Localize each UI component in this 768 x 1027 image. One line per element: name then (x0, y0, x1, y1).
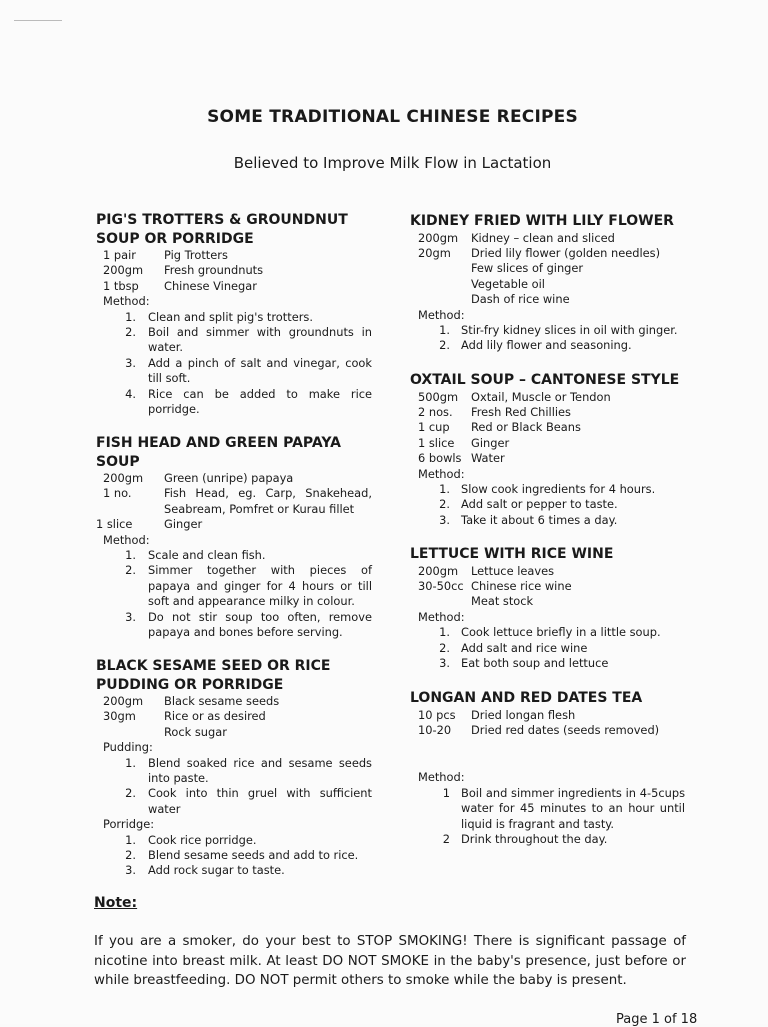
step-text: Simmer together with pieces of papaya and ginger for 4 hours or till soft and appearance milky in colour. (148, 563, 372, 609)
step-number: 3. (125, 863, 136, 878)
recipe-black-sesame (96, 657, 372, 879)
step-text: Blend sesame seeds and add to rice. (148, 848, 359, 863)
ingredient-qty: 1 no. (103, 486, 132, 501)
method-step (96, 786, 372, 817)
ingredient-name: Red or Black Beans (471, 420, 581, 435)
ingredient-qty (410, 277, 471, 292)
method-label: Method: (103, 532, 150, 547)
ingredient-row (96, 248, 372, 263)
method-step (96, 310, 372, 325)
ingredient-name: Vegetable oil (471, 276, 545, 291)
ingredient-name: Rock sugar (164, 724, 227, 739)
ingredient-row (410, 261, 685, 276)
recipe-heading: SOUP OR PORRIDGE (96, 230, 254, 247)
ingredient-row (96, 279, 372, 294)
document-subtitle: Believed to Improve Milk Flow in Lactation (233, 154, 552, 172)
recipe-heading: BLACK SESAME SEED OR RICE (96, 658, 331, 674)
step-number: 1. (125, 309, 136, 324)
method-step (96, 756, 372, 787)
ingredient-row (410, 277, 685, 292)
method-steps (410, 786, 685, 848)
method-step (96, 610, 372, 641)
step-text: Add salt and rice wine (461, 640, 588, 655)
step-number: 1. (125, 548, 136, 563)
step-text: Scale and clean fish. (148, 548, 266, 563)
method-step (410, 656, 685, 671)
recipe-kidney (410, 212, 685, 354)
method-step (410, 323, 685, 338)
recipe-pigs-trotters (96, 211, 372, 417)
ingredient-row (410, 420, 685, 435)
step-text: Cook into thin gruel with sufficient water (148, 786, 372, 816)
step-number: 1. (439, 625, 450, 640)
ingredient-qty: 1 cup (418, 420, 450, 435)
ingredient-row (410, 405, 685, 420)
ingredient-name: Ginger (164, 517, 203, 532)
ingredient-qty: 1 slice (418, 435, 455, 450)
step-text: Add salt or pepper to taste. (461, 497, 618, 512)
ingredient-name: Pig Trotters (164, 248, 228, 262)
ingredient-name: Fresh groundnuts (164, 263, 264, 278)
ingredient-row (96, 471, 372, 486)
step-number: 1. (439, 481, 450, 496)
step-text: Blend soaked rice and sesame seeds into paste. (148, 755, 372, 786)
ingredient-name: Dried longan flesh (471, 707, 576, 722)
step-number: 2. (125, 325, 136, 340)
porridge-label: Porridge: (103, 817, 155, 832)
ingredient-row (96, 709, 372, 724)
recipe-heading: SOUP (96, 453, 140, 470)
recipe-heading: LONGAN AND RED DATES TEA (410, 690, 643, 706)
step-number: 4. (125, 386, 136, 401)
method-step (96, 387, 372, 418)
step-number: 2. (125, 848, 136, 863)
ingredient-qty: 1 slice (96, 517, 133, 532)
method-step (96, 325, 372, 356)
ingredient-name: Dried lily flower (golden needles) (471, 245, 661, 260)
ingredient-row (410, 231, 685, 246)
method-step (410, 786, 685, 832)
page-number: Page 1 of 18 (616, 1012, 698, 1027)
method-step (96, 848, 372, 863)
ingredient-name: Lettuce leaves (471, 563, 555, 578)
step-number: 3. (439, 655, 450, 670)
step-number: 1. (125, 755, 136, 770)
ingredient-qty: 2 nos. (418, 404, 453, 419)
ingredient-qty: 1 tbsp (103, 278, 139, 293)
recipe-heading: PUDDING OR PORRIDGE (96, 676, 284, 693)
ingredient-qty: 30gm (103, 709, 136, 724)
ingredient-row (410, 292, 685, 307)
ingredient-name: Black sesame seeds (164, 694, 280, 708)
recipe-heading: FISH HEAD AND GREEN PAPAYA (96, 435, 342, 451)
step-text: Add lily flower and seasoning. (461, 338, 632, 353)
recipe-fish-head (96, 434, 372, 640)
method-label: Method: (418, 466, 465, 481)
note-text: If you are a smoker, do your best to STOP SMOKING! There is significant passage of nicotine into breast milk. At least DO NOT SMOKE in the baby's presence, just before or while breastfeeding. DO NOT permit others to smoke while the baby is present. (94, 934, 686, 988)
ingredient-row (410, 436, 685, 451)
scan-mark (14, 20, 62, 21)
ingredient-row (410, 564, 685, 579)
recipe-longan (410, 689, 685, 847)
ingredient-name: Chinese Vinegar (164, 278, 257, 293)
ingredient-name: Fresh Red Chillies (471, 404, 571, 419)
method-steps (410, 323, 685, 354)
ingredient-row (96, 694, 372, 709)
step-text: Boil and simmer ingredients in 4-5cups water for 45 minutes to an hour until liquid is fragrant and tasty. (461, 785, 685, 831)
ingredient-name: Oxtail, Muscle or Tendon (471, 389, 611, 404)
method-step (410, 641, 685, 656)
ingredient-name: Ginger (471, 435, 510, 450)
method-step (96, 356, 372, 387)
step-number: 3. (125, 355, 136, 370)
method-label: Method: (103, 294, 150, 309)
recipe-heading: KIDNEY FRIED WITH LILY FLOWER (410, 213, 674, 229)
step-number: 2. (125, 563, 136, 578)
ingredient-qty: 200gm (418, 230, 459, 245)
method-step (96, 548, 372, 563)
step-text: Cook rice porridge. (148, 832, 257, 847)
ingredient-name: Kidney – clean and sliced (471, 230, 615, 245)
note-heading: Note: (94, 895, 138, 911)
ingredient-row (410, 451, 685, 466)
step-text: Add rock sugar to taste. (148, 863, 285, 878)
ingredient-qty: 500gm (418, 389, 459, 404)
ingredient-qty: 1 pair (103, 248, 136, 262)
recipe-oxtail (410, 371, 685, 528)
step-text: Boil and simmer with groundnuts in water. (148, 325, 372, 355)
method-step (410, 625, 685, 640)
ingredient-row (96, 486, 372, 517)
recipe-lettuce (410, 545, 685, 671)
ingredient-qty: 200gm (103, 471, 144, 485)
ingredient-qty (410, 292, 471, 307)
step-number: 2 (442, 831, 450, 846)
step-number: 3. (125, 609, 136, 624)
ingredient-name: Meat stock (471, 594, 534, 609)
method-steps (96, 310, 372, 418)
step-text: Add a pinch of salt and vinegar, cook till soft. (148, 355, 372, 386)
step-number: 1. (125, 832, 136, 847)
method-step (96, 833, 372, 848)
method-label: Method: (418, 609, 465, 624)
ingredient-row (96, 263, 372, 278)
ingredient-name: Rice or as desired (164, 709, 266, 724)
method-label: Method: (418, 770, 465, 785)
method-step (410, 832, 685, 847)
ingredient-qty: 10-20 (418, 722, 452, 737)
method-step (410, 338, 685, 353)
ingredient-qty (410, 261, 471, 276)
method-steps (410, 625, 685, 671)
recipe-heading: OXTAIL SOUP – CANTONESE STYLE (410, 372, 680, 388)
method-steps (410, 482, 685, 528)
ingredient-name: Fish Head, eg. Carp, Snakehead, Seabream, Pomfret or Kurau fillet (164, 486, 372, 516)
step-number: 3. (439, 512, 450, 527)
step-text: Cook lettuce briefly in a little soup. (461, 625, 661, 640)
ingredient-qty (410, 594, 471, 609)
step-text: Eat both soup and lettuce (461, 655, 609, 670)
step-number: 2. (439, 640, 450, 655)
ingredient-name: Dried red dates (seeds removed) (471, 722, 660, 737)
method-steps (96, 548, 372, 640)
method-step (96, 563, 372, 609)
ingredient-qty: 200gm (418, 563, 459, 578)
ingredient-qty: 200gm (103, 263, 144, 278)
method-label: Method: (418, 307, 465, 322)
method-step (410, 513, 685, 528)
ingredient-row (96, 517, 372, 532)
ingredient-row (410, 594, 685, 609)
ingredient-row (96, 725, 372, 740)
step-number: 2. (125, 786, 136, 801)
ingredient-qty: 6 bowls (418, 451, 462, 466)
document-title: SOME TRADITIONAL CHINESE RECIPES (207, 107, 578, 127)
step-number: 2. (439, 497, 450, 512)
ingredient-row (410, 723, 685, 738)
ingredient-row (410, 579, 685, 594)
step-text: Do not stir soup too often, remove papaya and bones before serving. (148, 609, 372, 640)
ingredient-qty: 10 pcs (418, 707, 456, 722)
step-text: Rice can be added to make rice porridge. (148, 386, 372, 417)
ingredient-name: Few slices of ginger (471, 261, 584, 276)
ingredient-row (410, 708, 685, 723)
ingredient-name: Chinese rice wine (471, 578, 572, 593)
ingredient-qty: 200gm (103, 694, 144, 708)
pudding-label: Pudding: (103, 740, 153, 755)
step-text: Clean and split pig's trotters. (148, 309, 313, 324)
method-step (410, 497, 685, 512)
recipe-heading: PIG'S TROTTERS & GROUNDNUT (96, 212, 348, 228)
step-text: Slow cook ingredients for 4 hours. (461, 481, 656, 496)
step-number: 1 (442, 785, 450, 800)
ingredient-row (410, 246, 685, 261)
porridge-steps (96, 833, 372, 879)
ingredient-qty (96, 725, 164, 740)
step-text: Drink throughout the day. (461, 831, 608, 846)
ingredient-name: Water (471, 451, 505, 466)
step-text: Stir-fry kidney slices in oil with ginger. (461, 322, 678, 337)
ingredient-row (410, 390, 685, 405)
step-number: 1. (439, 322, 450, 337)
method-step (96, 863, 372, 878)
ingredient-name: Dash of rice wine (471, 292, 570, 307)
method-step (410, 482, 685, 497)
ingredient-qty: 30-50cc (418, 578, 464, 593)
recipe-heading: LETTUCE WITH RICE WINE (410, 546, 614, 562)
step-number: 2. (439, 338, 450, 353)
pudding-steps (96, 756, 372, 818)
ingredient-qty: 20gm (418, 245, 451, 260)
step-text: Take it about 6 times a day. (461, 512, 618, 527)
ingredient-name: Green (unripe) papaya (164, 471, 294, 485)
